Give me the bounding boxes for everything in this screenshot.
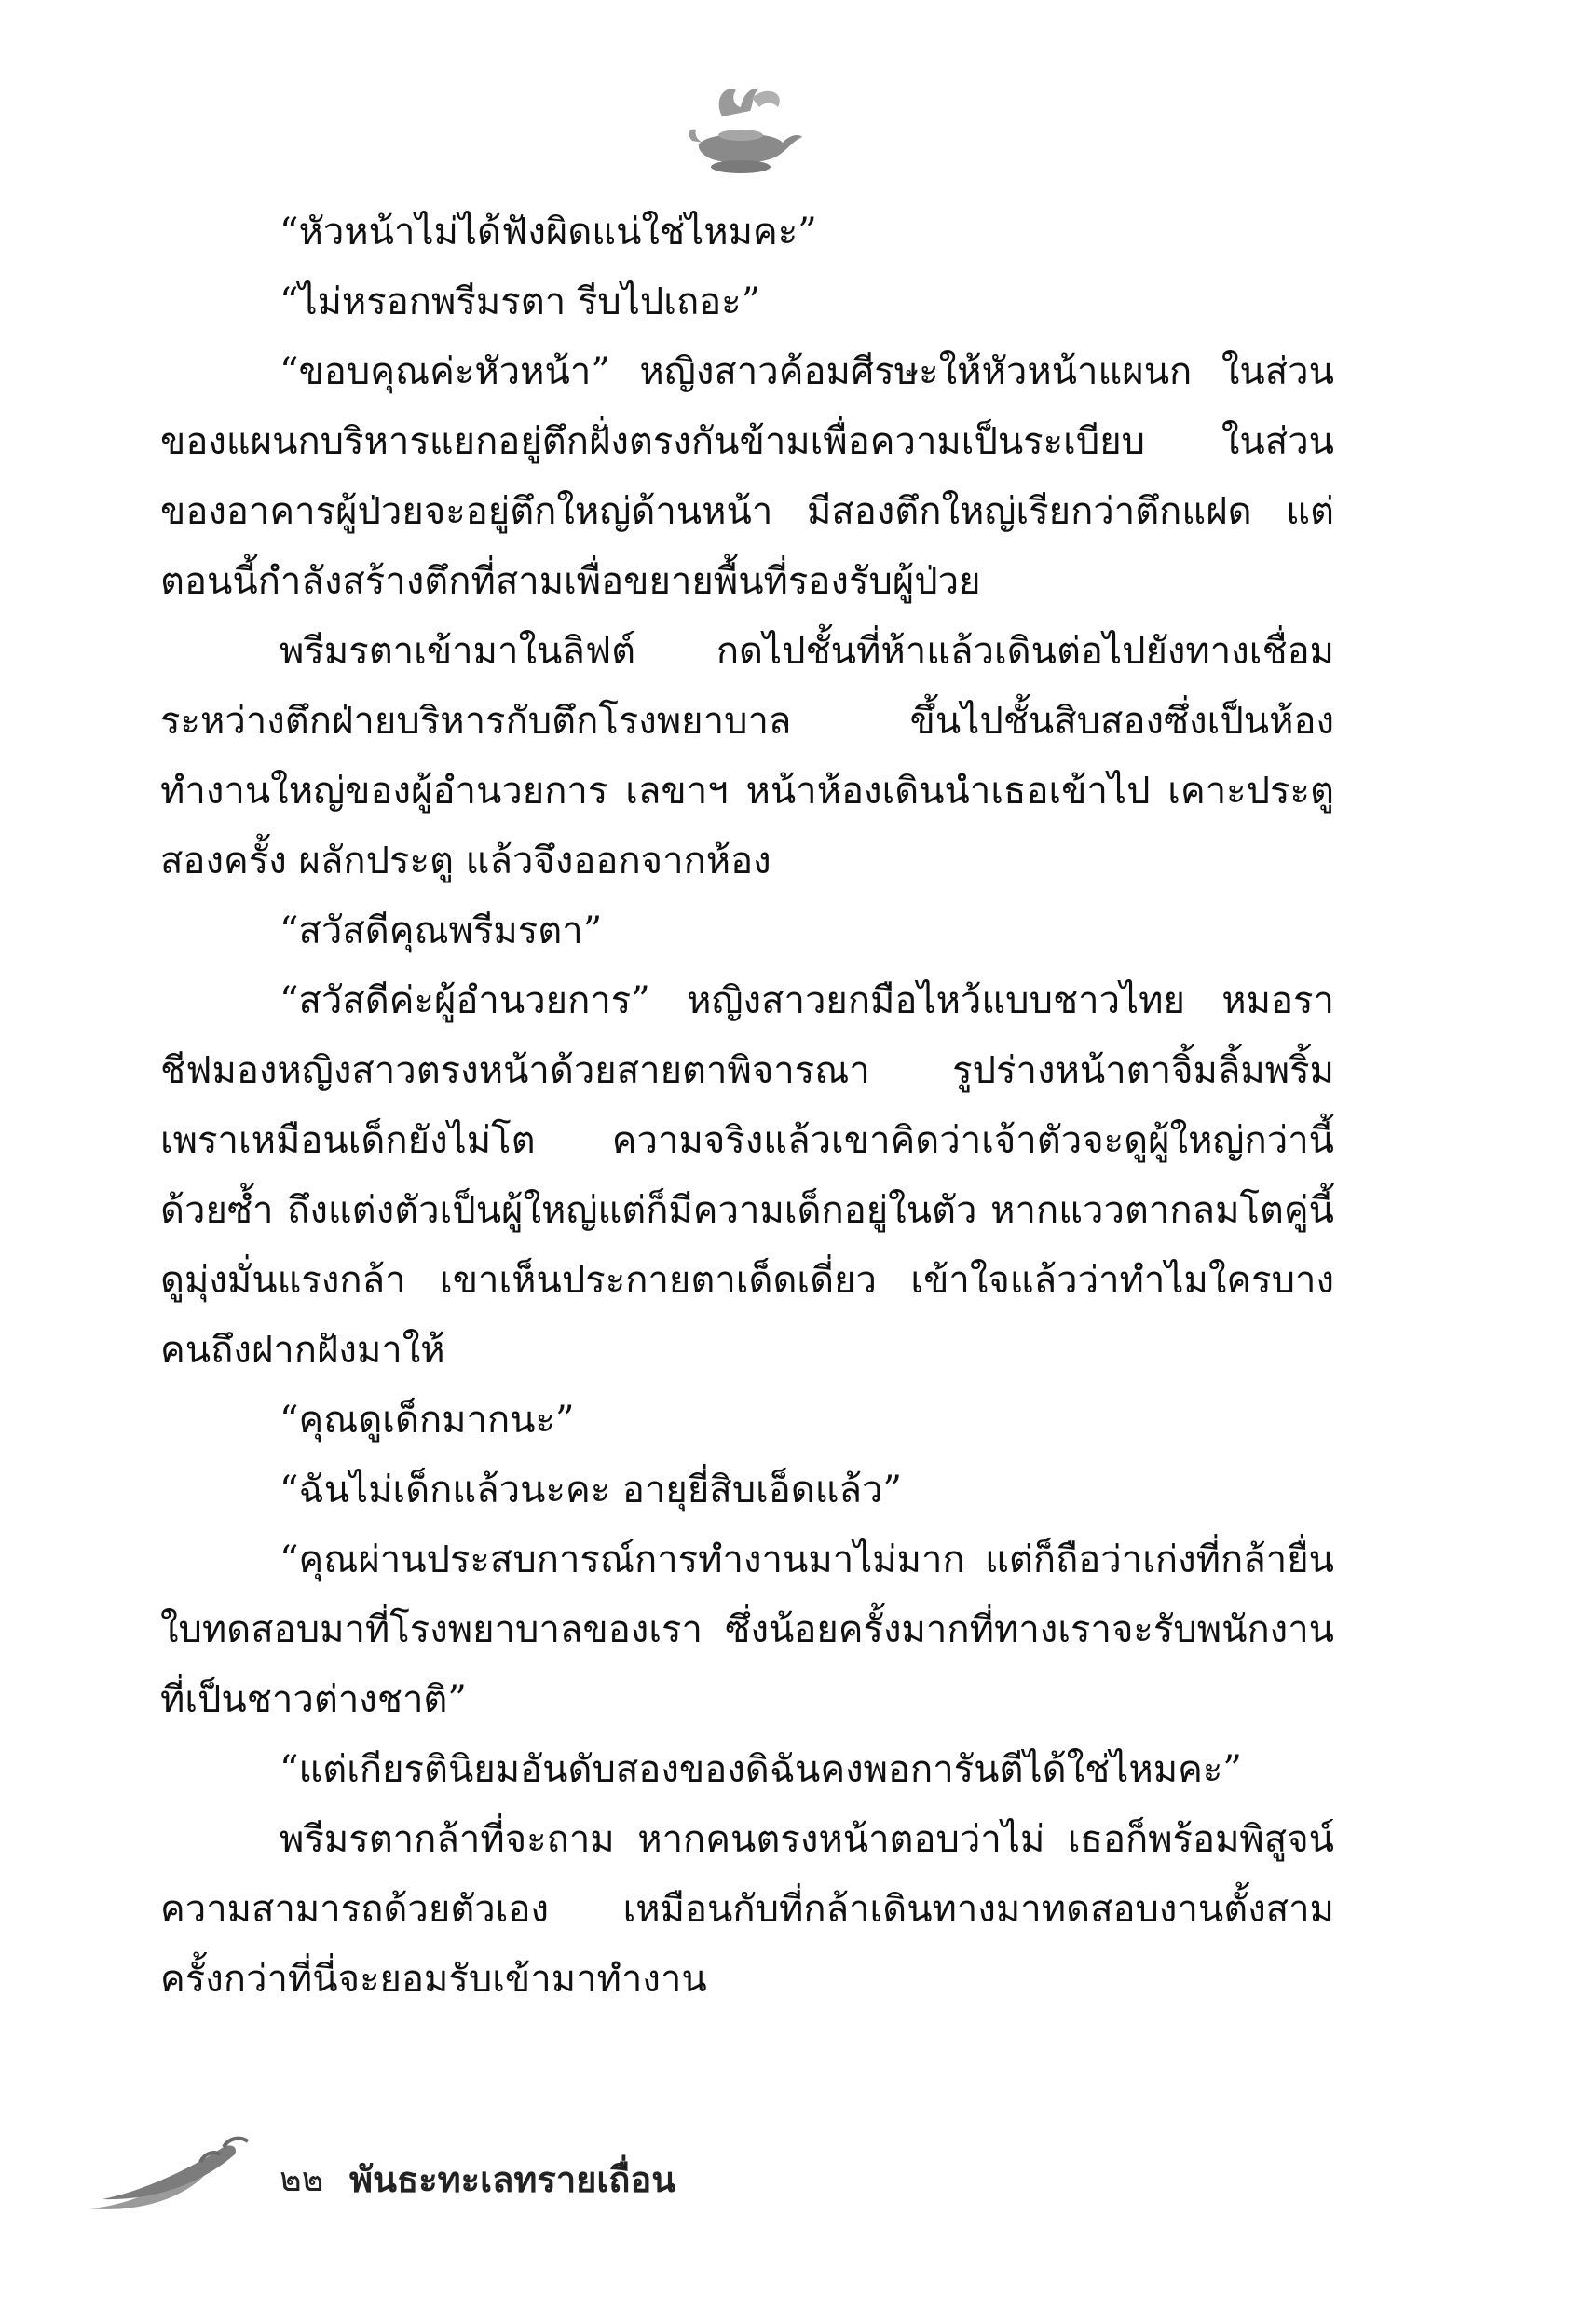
- paragraph: พรีมรตากล้าที่จะถาม หากคนตรงหน้าตอบว่าไม่ เธอก็พร้อมพิสูจน์ความสามารถด้วยตัวเอง เหมือนกับที่กล้าเดินทางมาทดสอบงานตั้งสามครั้งกว่าที่นี่จะยอมรับเข้ามาทำงาน: [160, 1818, 1334, 2001]
- chili-peppers-icon: [84, 2134, 261, 2218]
- paragraph: “แต่เกียรตินิยมอันดับสองของดิฉันคงพอการันตีได้ใช่ไหมคะ”: [280, 1748, 1242, 1791]
- body-text: [160, 198, 1334, 2015]
- page-number: ๒๒: [280, 2161, 324, 2199]
- paragraph: พรีมรตาเข้ามาในลิฟต์ กดไปชั้นที่ห้าแล้วเดินต่อไปยังทางเชื่อมระหว่างตึกฝ่ายบริหารกับตึกโรงพยาบาล ขึ้นไปชั้นสิบสองซึ่งเป็นห้องทำงานใหญ่ของผู้อำนวยการ เลขาฯ หน้าห้องเดินนำเธอเข้าไป เคาะประตูสองครั้ง ผลักประตู แล้วจึงออกจากห้อง: [160, 630, 1334, 882]
- genie-lamp-icon: [685, 79, 806, 177]
- paragraph: “หัวหน้าไม่ได้ฟังผิดแน่ใช่ไหมคะ”: [280, 211, 817, 253]
- paragraph: “สวัสดีค่ะผู้อำนวยการ” หญิงสาวยกมือไหว้แบบชาวไทย หมอราชีฟมองหญิงสาวตรงหน้าด้วยสายตาพิจารณา รูปร่างหน้าตาจิ้มลิ้มพริ้มเพราเหมือนเด็กยังไม่โต ความจริงแล้วเขาคิดว่าเจ้าตัวจะดูผู้ใหญ่กว่านี้ด้วยซ้ำ ถึงแต่งตัวเป็นผู้ใหญ่แต่ก็มีความเด็กอยู่ในตัว หากแววตากลมโตคู่นี้ดูมุ่งมั่นแรงกล้า เขาเห็นประกายตาเด็ดเดี่ยว เข้าใจแล้วว่าทำไมใครบางคนถึงฝากฝังมาให้: [160, 979, 1334, 1372]
- paragraph: “ฉันไม่เด็กแล้วนะคะ อายุยี่สิบเอ็ดแล้ว”: [280, 1469, 902, 1511]
- paragraph: “สวัสดีคุณพรีมรตา”: [280, 909, 603, 952]
- paragraph: “ไม่หรอกพรีมรตา รีบไปเถอะ”: [280, 280, 761, 323]
- paragraph: “คุณดูเด็กมากนะ”: [280, 1399, 575, 1442]
- paragraph: “คุณผ่านประสบการณ์การทำงานมาไม่มาก แต่ก็ถือว่าเก่งที่กล้ายื่นใบทดสอบมาที่โรงพยาบาลของเรา ซึ่งน้อยครั้งมากที่ทางเราจะรับพนักงานที่เป็นชาวต่างชาติ”: [160, 1538, 1334, 1721]
- paragraph: “ขอบคุณค่ะหัวหน้า” หญิงสาวค้อมศีรษะให้หัวหน้าแผนก ในส่วนของแผนกบริหารแยกอยู่ตึกฝั่งตรงกันข้ามเพื่อความเป็นระเบียบ ในส่วนของอาคารผู้ป่วยจะอยู่ตึกใหญ่ด้านหน้า มีสองตึกใหญ่เรียกว่าตึกแฝด แต่ตอนนี้กำลังสร้างตึกที่สามเพื่อขยายพื้นที่รองรับผู้ป่วย: [160, 350, 1334, 603]
- page-footer: [84, 2134, 736, 2218]
- book-title: พันธะทะเลทรายเถื่อน: [349, 2159, 676, 2200]
